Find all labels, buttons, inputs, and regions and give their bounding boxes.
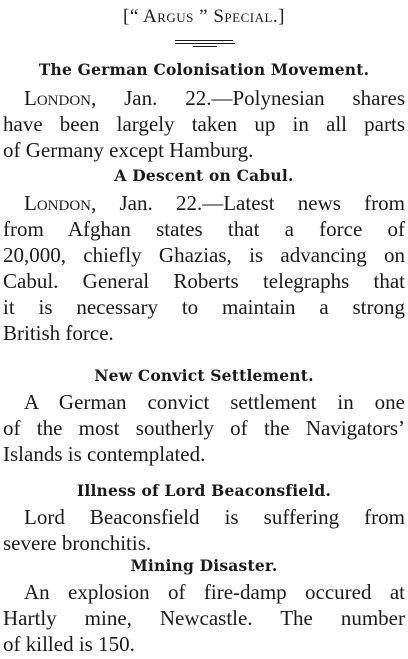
article-4-line-1: Lord Beaconsfield is suffering from xyxy=(24,505,405,529)
article-5-line-1: An explosion of fire-damp occured at xyxy=(24,580,405,604)
article-3-line-2: of the most southerly of the Navigators’ xyxy=(3,416,405,440)
article-text: Jan. 22.—Latest news from xyxy=(96,191,405,215)
article-4-line-2: severe bronchitis. xyxy=(3,531,152,555)
article-3-line-3: Islands is contemplated. xyxy=(3,442,206,466)
article-1-line-1 xyxy=(24,85,405,111)
article-2-line-4: Cabul. General Roberts telegraphs that xyxy=(3,269,405,293)
article-1-line-2: have been largely taken up in all parts xyxy=(3,112,405,136)
dateline: London, xyxy=(24,86,97,110)
headline-illness-lord-beaconsfield: Illness of Lord Beaconsfield. xyxy=(76,481,332,500)
masthead-rule-top xyxy=(175,40,233,41)
article-2-line-6: British force. xyxy=(3,321,114,345)
article-1-line-3: of Germany except Hamburg. xyxy=(3,138,254,162)
headline-new-convict-settlement: New Convict Settlement. xyxy=(94,366,314,385)
article-5-line-3: of killed is 150. xyxy=(3,632,135,656)
headline-descent-on-cabul: A Descent on Cabul. xyxy=(114,166,294,185)
masthead: [“ Argus ” Special.] xyxy=(123,6,285,27)
article-5-line-2: Hartly mine, Newcastle. The number xyxy=(3,606,405,630)
article-2-line-1 xyxy=(24,190,405,216)
article-2-line-2: from Afghan states that a force of xyxy=(3,217,405,241)
masthead-rule-bottom xyxy=(193,46,217,47)
article-2-line-5: it is necessary to maintain a strong xyxy=(3,295,405,319)
dateline: London, xyxy=(24,191,97,215)
headline-mining-disaster: Mining Disaster. xyxy=(130,556,278,575)
article-2-line-3: 20,000, chiefly Ghazias, is advancing on xyxy=(3,243,405,267)
headline-german-colonisation: The German Colonisation Movement. xyxy=(38,60,370,79)
article-3-line-1: A German convict settlement in one xyxy=(24,390,405,414)
article-text: Jan. 22.—Polynesian shares xyxy=(96,86,405,110)
